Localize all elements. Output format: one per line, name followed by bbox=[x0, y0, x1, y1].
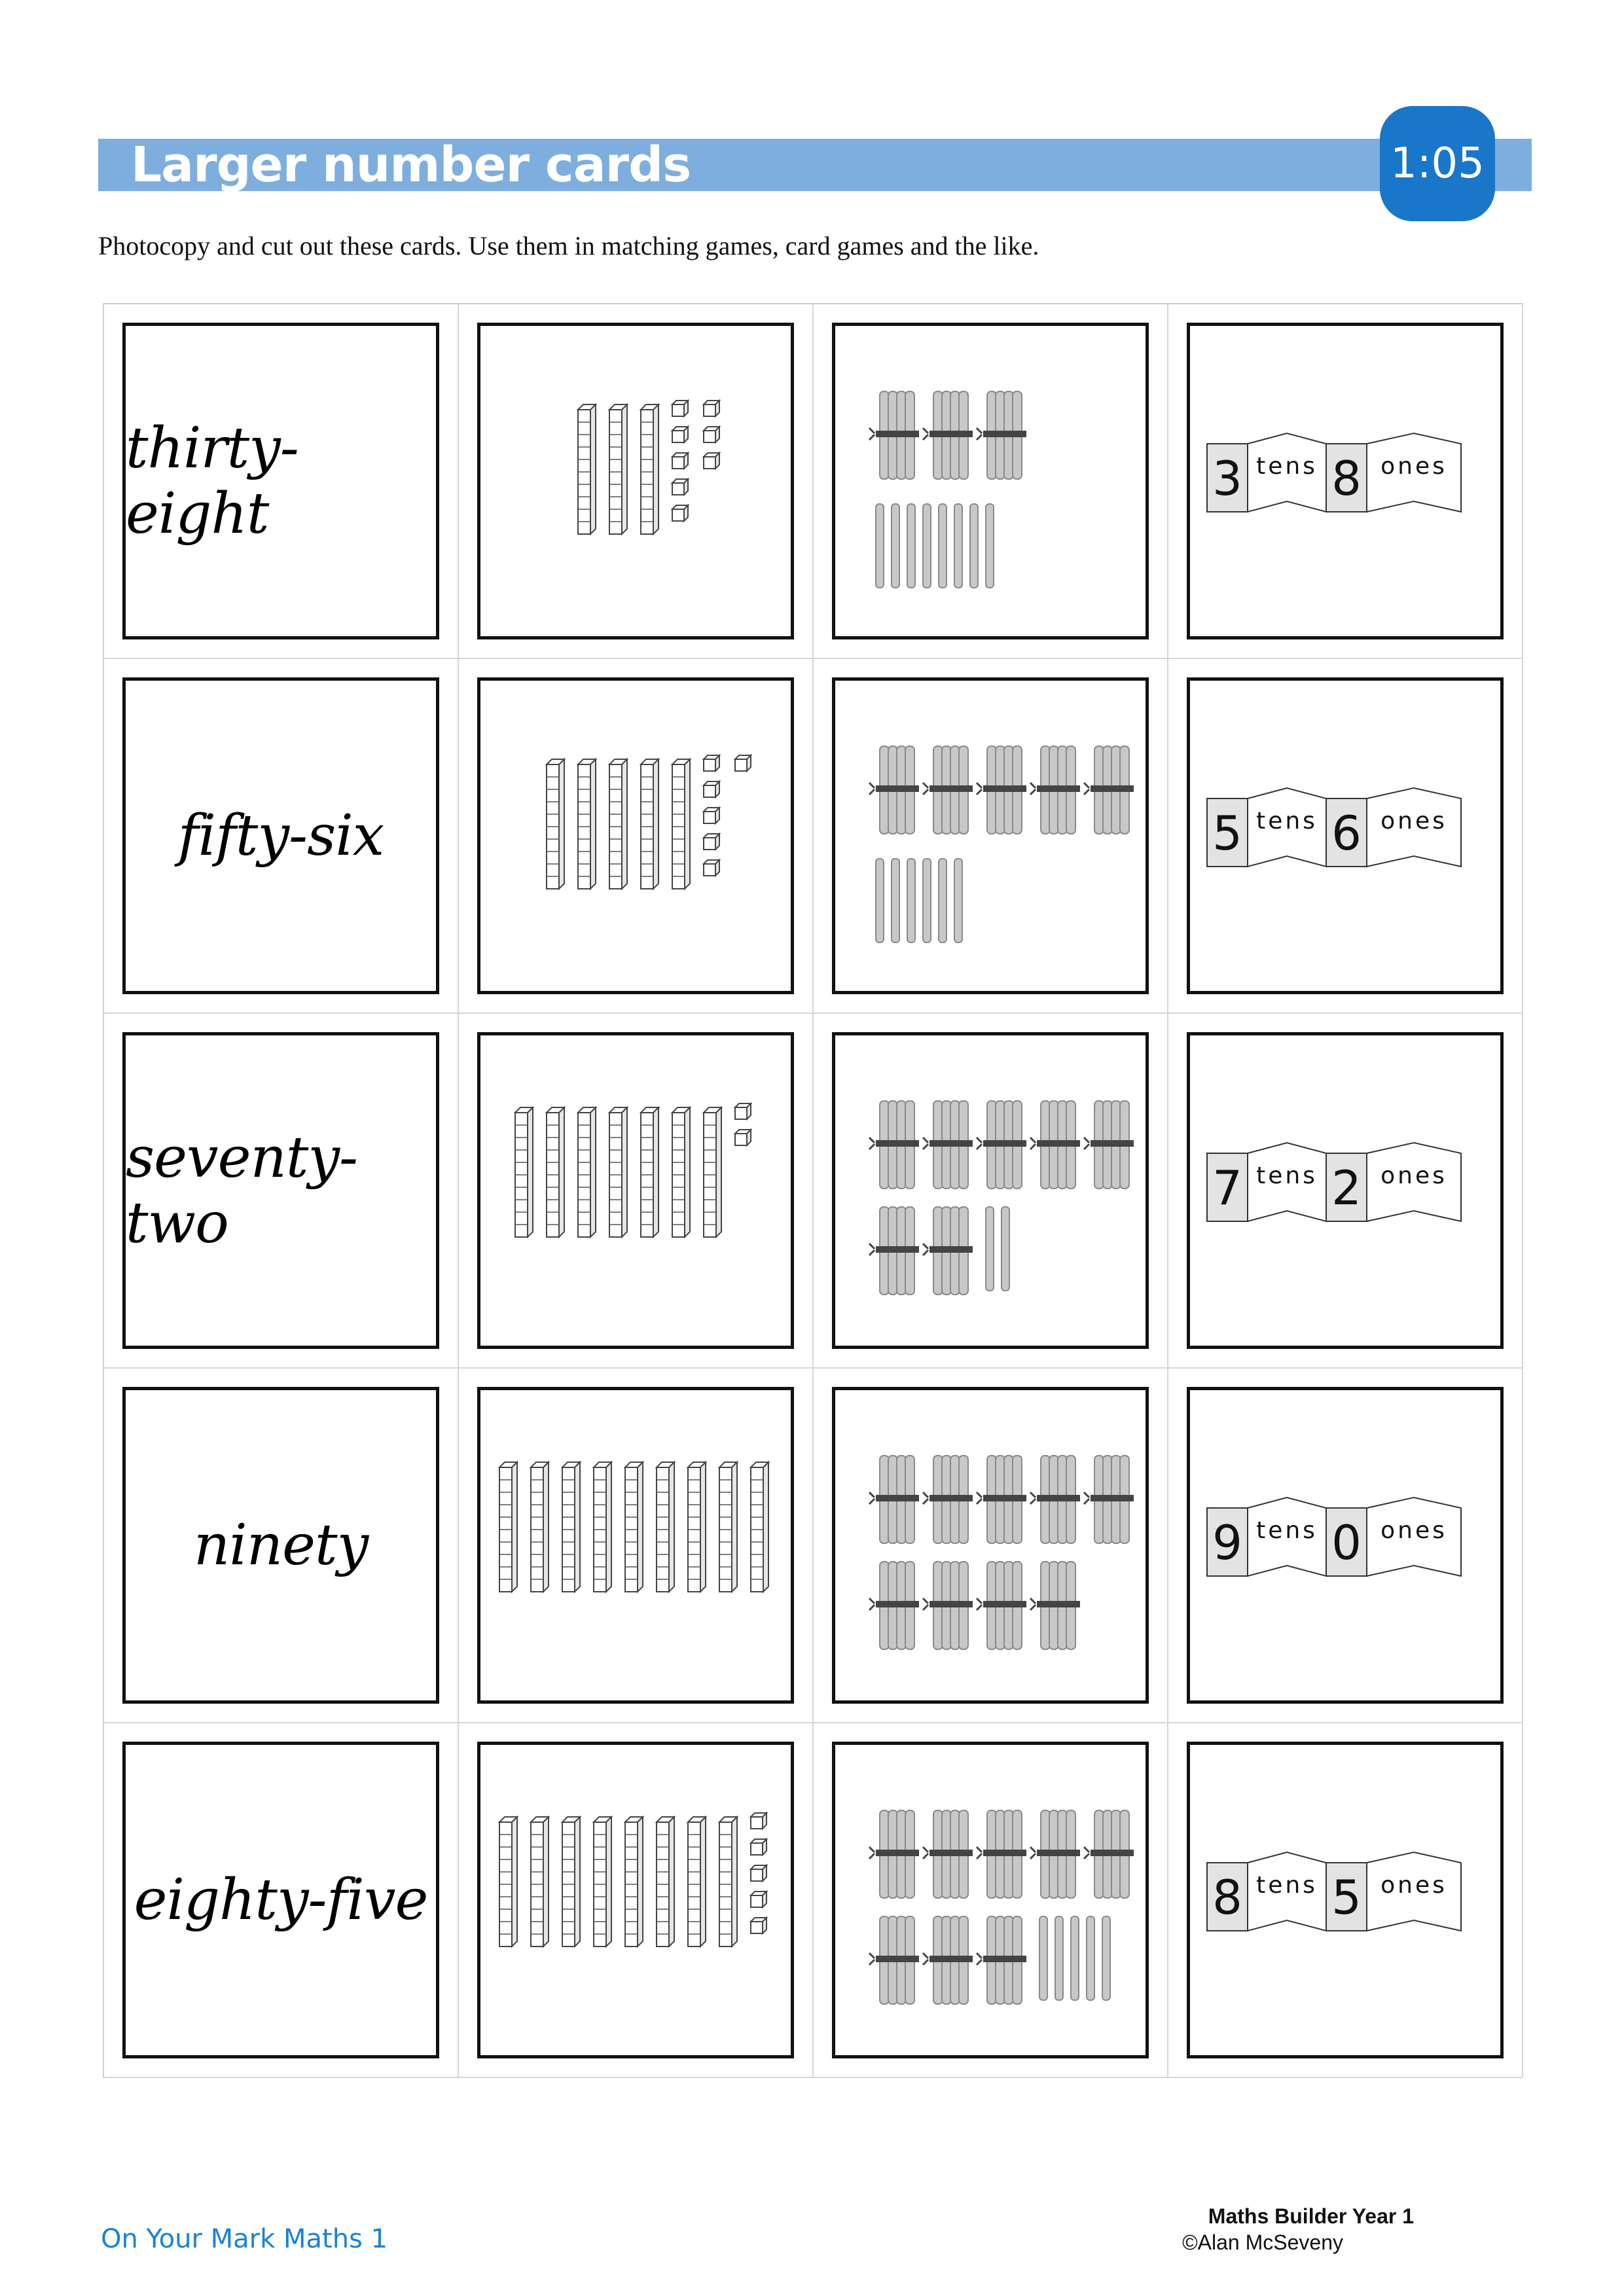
ten-rod bbox=[609, 1107, 627, 1237]
unit-cube bbox=[672, 401, 688, 416]
grid-cell bbox=[459, 1723, 814, 2078]
ten-rod bbox=[609, 759, 627, 889]
unit-cube bbox=[735, 755, 751, 771]
ten-rod bbox=[499, 1462, 517, 1592]
single-stick bbox=[1055, 1916, 1063, 2000]
grid-cell bbox=[459, 1369, 814, 1723]
ten-bundle bbox=[1030, 1101, 1080, 1189]
base-ten-blocks bbox=[480, 1745, 791, 2055]
number-word: eighty-five bbox=[134, 1867, 428, 1933]
ten-bundle bbox=[869, 1562, 919, 1649]
ten-rod bbox=[578, 1107, 596, 1237]
unit-cube bbox=[672, 427, 688, 442]
ten-rod bbox=[594, 1817, 611, 1946]
ten-bundle bbox=[1084, 1101, 1134, 1189]
ten-bundle bbox=[977, 1562, 1026, 1649]
ten-rod bbox=[609, 404, 627, 534]
place-value-card[interactable] bbox=[1187, 677, 1504, 994]
place-value-strip bbox=[1190, 1035, 1500, 1346]
bundled-sticks bbox=[835, 1035, 1146, 1346]
footer-author: ©Alan McSeveny bbox=[1182, 2231, 1343, 2254]
ten-bundle bbox=[923, 746, 973, 834]
grid-cell bbox=[104, 659, 459, 1014]
place-value-strip bbox=[1190, 1390, 1500, 1700]
ten-rod bbox=[499, 1817, 517, 1946]
ten-rod bbox=[704, 1107, 721, 1237]
tens-digit: 7 bbox=[1212, 1160, 1242, 1215]
tens-label: tens bbox=[1256, 1517, 1318, 1544]
unit-cube bbox=[751, 1918, 767, 1933]
base-ten-blocks bbox=[480, 1390, 791, 1700]
ten-rod bbox=[531, 1817, 549, 1946]
grid-cell bbox=[814, 659, 1168, 1014]
ten-bundle bbox=[977, 1810, 1026, 1898]
bundled-sticks bbox=[835, 681, 1146, 991]
grid-cell bbox=[104, 304, 459, 659]
ten-rod bbox=[578, 404, 596, 534]
ten-bundle bbox=[977, 746, 1026, 834]
single-stick bbox=[1001, 1207, 1009, 1291]
number-word: ninety bbox=[193, 1513, 369, 1578]
base-ten-blocks-card[interactable] bbox=[477, 1387, 794, 1704]
number-word-card[interactable] bbox=[122, 1742, 439, 2058]
unit-cube bbox=[704, 781, 719, 797]
tens-digit: 5 bbox=[1212, 806, 1242, 861]
bundled-sticks-card[interactable] bbox=[832, 1742, 1149, 2058]
number-word-card[interactable] bbox=[122, 1032, 439, 1349]
ones-digit: 5 bbox=[1331, 1870, 1362, 1925]
grid-cell bbox=[1168, 659, 1523, 1014]
ones-digit: 6 bbox=[1331, 806, 1362, 861]
ones-label: ones bbox=[1380, 1872, 1447, 1899]
ten-rod bbox=[531, 1462, 549, 1592]
base-ten-blocks bbox=[480, 1035, 791, 1346]
grid-cell bbox=[814, 1369, 1168, 1723]
unit-cube bbox=[751, 1865, 767, 1881]
ten-bundle bbox=[869, 1101, 919, 1189]
single-stick bbox=[1102, 1916, 1110, 2000]
grid-cell bbox=[1168, 304, 1523, 659]
unit-cube bbox=[704, 453, 719, 469]
grid-cell bbox=[814, 1723, 1168, 2078]
ten-bundle bbox=[869, 1810, 919, 1898]
bundled-sticks-card[interactable] bbox=[832, 1387, 1149, 1704]
unit-cube bbox=[704, 808, 719, 823]
ten-bundle bbox=[1084, 746, 1134, 834]
ten-bundle bbox=[923, 391, 973, 479]
single-stick bbox=[892, 504, 899, 588]
unit-cube bbox=[672, 479, 688, 495]
ten-bundle bbox=[923, 1810, 973, 1898]
ten-bundle bbox=[923, 1207, 973, 1295]
single-stick bbox=[970, 504, 978, 588]
base-ten-blocks-card[interactable] bbox=[477, 1032, 794, 1349]
card-grid bbox=[103, 303, 1523, 2078]
ten-rod bbox=[547, 1107, 564, 1237]
ten-rod bbox=[562, 1462, 580, 1592]
title-bar bbox=[98, 139, 1532, 191]
single-stick bbox=[954, 859, 962, 942]
single-stick bbox=[986, 1207, 994, 1291]
footer-book-title: Maths Builder Year 1 bbox=[1208, 2204, 1414, 2228]
instructions-text: Photocopy and cut out these cards. Use them in matching games, card games and the like. bbox=[98, 231, 1039, 260]
ten-rod bbox=[594, 1462, 611, 1592]
ten-bundle bbox=[869, 746, 919, 834]
ten-rod bbox=[641, 1107, 659, 1237]
ten-rod bbox=[625, 1817, 643, 1946]
number-word: seventy-two bbox=[126, 1125, 358, 1256]
base-ten-blocks bbox=[480, 326, 791, 636]
place-value-card[interactable] bbox=[1187, 1742, 1504, 2058]
ten-bundle bbox=[977, 1101, 1026, 1189]
ones-digit: 0 bbox=[1331, 1515, 1362, 1570]
ten-rod bbox=[547, 759, 564, 889]
ten-rod bbox=[719, 1462, 737, 1592]
ones-label: ones bbox=[1380, 808, 1447, 834]
grid-cell bbox=[459, 1014, 814, 1369]
tens-digit: 3 bbox=[1212, 451, 1242, 506]
footer-series: On Your Mark Maths 1 bbox=[101, 2224, 388, 2254]
ten-rod bbox=[719, 1817, 737, 1946]
unit-cube bbox=[751, 1813, 767, 1829]
ten-bundle bbox=[1030, 746, 1080, 834]
tens-label: tens bbox=[1256, 808, 1318, 834]
ten-rod bbox=[688, 1817, 706, 1946]
ten-rod bbox=[562, 1817, 580, 1946]
ten-bundle bbox=[869, 1456, 919, 1543]
place-value-strip bbox=[1190, 1745, 1500, 2055]
ten-bundle bbox=[1030, 1562, 1080, 1649]
ten-bundle bbox=[1030, 1456, 1080, 1543]
grid-cell bbox=[104, 1014, 459, 1369]
grid-cell bbox=[1168, 1369, 1523, 1723]
number-word: fifty-six bbox=[177, 803, 384, 869]
single-stick bbox=[907, 504, 915, 588]
unit-cube bbox=[735, 1103, 751, 1119]
ten-bundle bbox=[923, 1562, 973, 1649]
single-stick bbox=[876, 504, 884, 588]
ten-rod bbox=[641, 404, 659, 534]
base-ten-blocks-card[interactable] bbox=[477, 1742, 794, 2058]
place-value-strip bbox=[1190, 681, 1500, 991]
ten-rod bbox=[578, 759, 596, 889]
single-stick bbox=[954, 504, 962, 588]
place-value-strip bbox=[1190, 326, 1500, 636]
base-ten-blocks-card[interactable] bbox=[477, 677, 794, 994]
activity-code-badge: 1:05 bbox=[1380, 106, 1495, 221]
unit-cube bbox=[672, 505, 688, 521]
single-stick bbox=[1039, 1916, 1047, 2000]
bundled-sticks-card[interactable] bbox=[832, 323, 1149, 639]
single-stick bbox=[1071, 1916, 1079, 2000]
bundled-sticks-card[interactable] bbox=[832, 677, 1149, 994]
tens-label: tens bbox=[1256, 453, 1318, 480]
ten-bundle bbox=[1084, 1456, 1134, 1543]
ones-label: ones bbox=[1380, 453, 1447, 480]
ten-rod bbox=[515, 1107, 533, 1237]
bundled-sticks bbox=[835, 1745, 1146, 2055]
ten-rod bbox=[688, 1462, 706, 1592]
ten-bundle bbox=[869, 1207, 919, 1295]
grid-cell bbox=[1168, 1014, 1523, 1369]
bundled-sticks bbox=[835, 1390, 1146, 1700]
ten-rod bbox=[625, 1462, 643, 1592]
unit-cube bbox=[735, 1130, 751, 1145]
ten-bundle bbox=[923, 1101, 973, 1189]
unit-cube bbox=[704, 860, 719, 876]
grid-cell bbox=[104, 1369, 459, 1723]
place-value-card[interactable] bbox=[1187, 1032, 1504, 1349]
grid-cell bbox=[104, 1723, 459, 2078]
ten-rod bbox=[641, 759, 659, 889]
place-value-card[interactable] bbox=[1187, 1387, 1504, 1704]
single-stick bbox=[939, 859, 947, 942]
number-word-card[interactable] bbox=[122, 677, 439, 994]
unit-cube bbox=[704, 755, 719, 771]
grid-cell bbox=[459, 659, 814, 1014]
ten-rod bbox=[672, 759, 690, 889]
ones-digit: 2 bbox=[1331, 1160, 1362, 1215]
tens-digit: 8 bbox=[1212, 1870, 1242, 1925]
bundled-sticks-card[interactable] bbox=[832, 1032, 1149, 1349]
ten-rod bbox=[751, 1462, 768, 1592]
single-stick bbox=[907, 859, 915, 942]
ten-rod bbox=[657, 1817, 674, 1946]
ten-bundle bbox=[977, 1456, 1026, 1543]
single-stick bbox=[876, 859, 884, 942]
single-stick bbox=[892, 859, 899, 942]
single-stick bbox=[939, 504, 947, 588]
ten-bundle bbox=[977, 1916, 1026, 2004]
ten-rod bbox=[657, 1462, 674, 1592]
unit-cube bbox=[704, 834, 719, 850]
unit-cube bbox=[751, 1892, 767, 1907]
grid-cell bbox=[814, 304, 1168, 659]
page-title: Larger number cards bbox=[131, 137, 691, 193]
bundled-sticks bbox=[835, 326, 1146, 636]
ones-label: ones bbox=[1380, 1517, 1447, 1544]
single-stick bbox=[986, 504, 994, 588]
ones-label: ones bbox=[1380, 1162, 1447, 1189]
tens-digit: 9 bbox=[1212, 1515, 1242, 1570]
ten-bundle bbox=[977, 391, 1026, 479]
ten-bundle bbox=[1084, 1810, 1134, 1898]
unit-cube bbox=[704, 401, 719, 416]
ones-digit: 8 bbox=[1331, 451, 1362, 506]
number-word-card[interactable] bbox=[122, 323, 439, 639]
ten-bundle bbox=[869, 391, 919, 479]
single-stick bbox=[923, 859, 931, 942]
single-stick bbox=[1087, 1916, 1094, 2000]
unit-cube bbox=[672, 453, 688, 469]
base-ten-blocks bbox=[480, 681, 791, 991]
unit-cube bbox=[704, 427, 719, 442]
ten-bundle bbox=[923, 1456, 973, 1543]
tens-label: tens bbox=[1256, 1162, 1318, 1189]
ten-bundle bbox=[869, 1916, 919, 2004]
number-word: thirty-eight bbox=[126, 416, 298, 547]
grid-cell bbox=[814, 1014, 1168, 1369]
unit-cube bbox=[751, 1839, 767, 1855]
tens-label: tens bbox=[1256, 1872, 1318, 1899]
ten-rod bbox=[672, 1107, 690, 1237]
ten-bundle bbox=[923, 1916, 973, 2004]
grid-cell bbox=[459, 304, 814, 659]
grid-cell bbox=[1168, 1723, 1523, 2078]
ten-bundle bbox=[1030, 1810, 1080, 1898]
place-value-card[interactable] bbox=[1187, 323, 1504, 639]
number-word-card[interactable] bbox=[122, 1387, 439, 1704]
base-ten-blocks-card[interactable] bbox=[477, 323, 794, 639]
single-stick bbox=[923, 504, 931, 588]
